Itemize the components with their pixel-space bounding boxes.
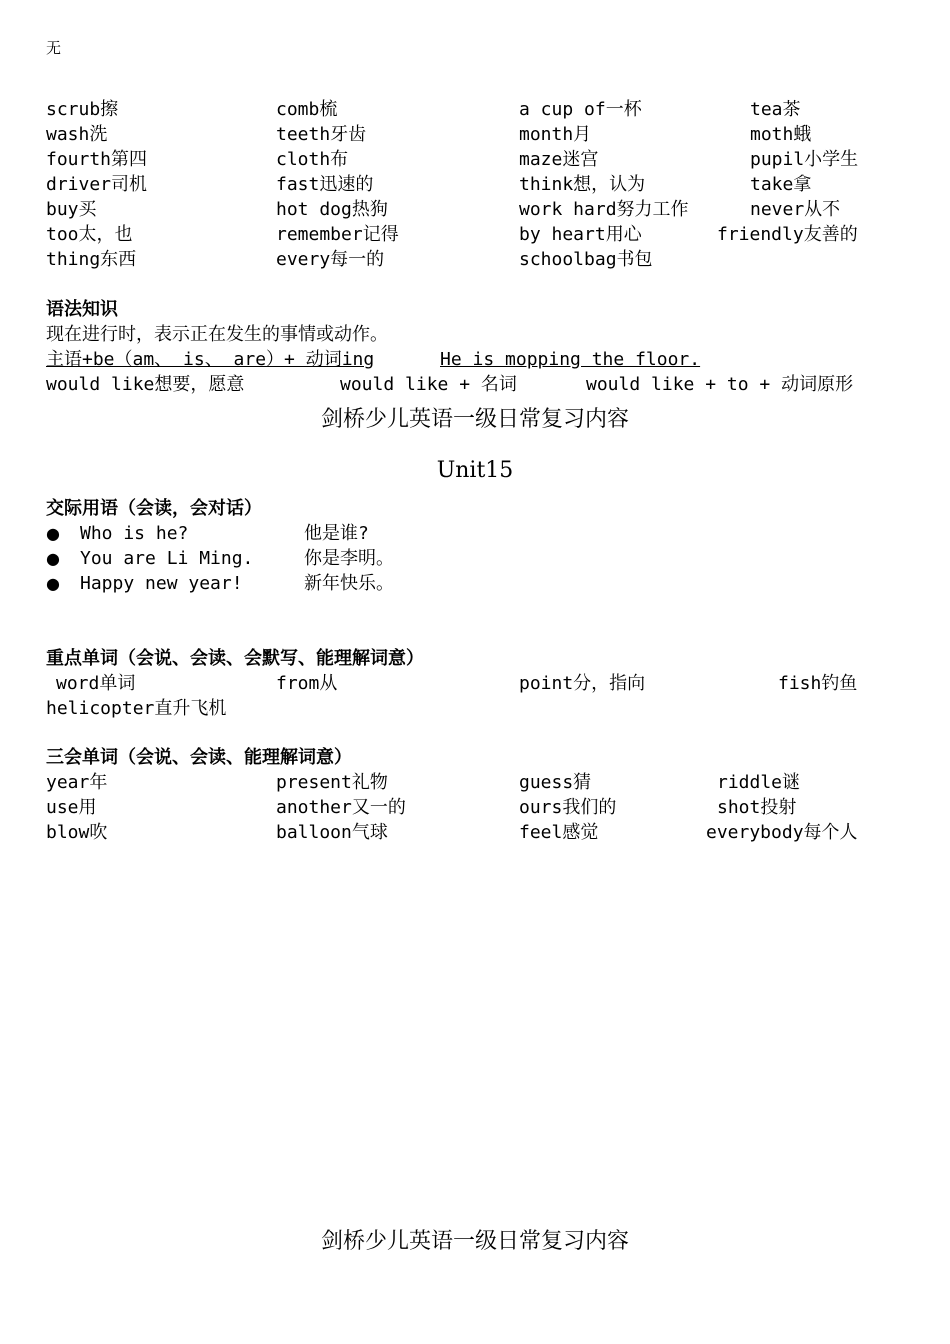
vocab-cell: guess猜 [519, 772, 592, 793]
would-like-meaning: would like想要，愿意 [46, 374, 245, 395]
vocab-cell: riddle谜 [717, 772, 801, 793]
vocab-cell: pupil小学生 [750, 149, 859, 170]
vocab-cell: never从不 [750, 199, 841, 220]
key-words-heading: 重点单词（会说、会读、会默写、能理解词意） [46, 648, 424, 669]
grammar-formula: 主语+be（am、 is、 are）+ 动词ing [46, 349, 375, 370]
vocab-cell: word单词 [56, 673, 136, 694]
vocab-cell: driver司机 [46, 174, 148, 195]
grammar-description: 现在进行时，表示正在发生的事情或动作。 [46, 324, 388, 345]
vocab-cell: year年 [46, 772, 108, 793]
phrase-chinese: 他是谁? [304, 523, 369, 544]
vocab-cell: fast迅速的 [276, 174, 374, 195]
header-mark: 无 [46, 39, 62, 57]
phrase-item [0, 547, 950, 572]
vocab-cell: think想，认为 [519, 174, 646, 195]
vocab-cell: ours我们的 [519, 797, 617, 818]
vocab-row [0, 98, 950, 123]
vocab-cell: hot dog热狗 [276, 199, 388, 220]
vocab-cell: use用 [46, 797, 97, 818]
vocab-cell: month月 [519, 124, 592, 145]
vocab-cell: tea茶 [750, 99, 801, 120]
would-like-noun: would like + 名词 [340, 374, 517, 395]
vocab-cell: comb梳 [276, 99, 338, 120]
vocab-cell: buy买 [46, 199, 97, 220]
would-like-verb: would like + to + 动词原形 [586, 374, 854, 395]
bullet-icon: ● [46, 524, 60, 543]
unit-title: Unit15 [436, 458, 514, 483]
vocab-cell: too太，也 [46, 224, 133, 245]
vocab-cell: remember记得 [276, 224, 399, 245]
key-words-row [0, 672, 950, 697]
vocab-cell: fish钓鱼 [778, 673, 858, 694]
vocab-cell: moth蛾 [750, 124, 812, 145]
three-words-heading: 三会单词（会说、会读、能理解词意） [46, 747, 352, 768]
vocab-cell: schoolbag书包 [519, 249, 653, 270]
vocab-cell: every每一的 [276, 249, 385, 270]
phrase-chinese: 你是李明。 [304, 548, 394, 569]
vocab-row [0, 198, 950, 223]
vocab-cell: a cup of一杯 [519, 99, 642, 120]
bullet-icon: ● [46, 549, 60, 568]
vocab-cell: point分，指向 [519, 673, 646, 694]
key-words-row [0, 697, 950, 722]
vocab-cell: blow吹 [46, 822, 108, 843]
vocab-cell: by heart用心 [519, 224, 642, 245]
page-title: 剑桥少儿英语一级日常复习内容 [320, 407, 629, 432]
vocab-cell: scrub擦 [46, 99, 119, 120]
vocab-row [0, 223, 950, 248]
vocab-cell: wash洗 [46, 124, 108, 145]
vocab-row [0, 123, 950, 148]
vocab-cell: balloon气球 [276, 822, 388, 843]
vocab-cell: present礼物 [276, 772, 388, 793]
vocab-cell: work hard努力工作 [519, 199, 689, 220]
vocab-row [0, 173, 950, 198]
bullet-icon: ● [46, 574, 60, 593]
vocab-cell: fourth第四 [46, 149, 148, 170]
vocab-cell: thing东西 [46, 249, 137, 270]
vocab-cell: maze迷宫 [519, 149, 599, 170]
footer-title: 剑桥少儿英语一级日常复习内容 [320, 1229, 629, 1254]
vocab-cell: take拿 [750, 174, 812, 195]
vocab-row [0, 248, 950, 273]
vocab-cell: from从 [276, 673, 338, 694]
vocab-row [0, 821, 950, 846]
phrases-heading: 交际用语（会读，会对话） [46, 498, 262, 519]
vocab-row [0, 148, 950, 173]
phrase-english: Who is he? [80, 523, 189, 544]
phrase-chinese: 新年快乐。 [304, 573, 394, 594]
vocab-cell: helicopter直升飞机 [46, 698, 227, 719]
vocab-cell: another又一的 [276, 797, 406, 818]
phrase-item [0, 522, 950, 547]
phrase-english: You are Li Ming. [80, 548, 254, 569]
vocab-cell: cloth布 [276, 149, 349, 170]
vocab-cell: teeth牙齿 [276, 124, 367, 145]
grammar-example: He is mopping the floor. [440, 349, 701, 370]
phrase-english: Happy new year! [80, 573, 243, 594]
vocab-row [0, 771, 950, 796]
grammar-heading: 语法知识 [46, 299, 118, 320]
vocab-row [0, 796, 950, 821]
vocab-cell: everybody每个人 [706, 822, 858, 843]
vocab-cell: friendly友善的 [717, 224, 858, 245]
vocab-cell: shot投射 [717, 797, 797, 818]
phrase-item [0, 572, 950, 597]
vocab-cell: feel感觉 [519, 822, 599, 843]
